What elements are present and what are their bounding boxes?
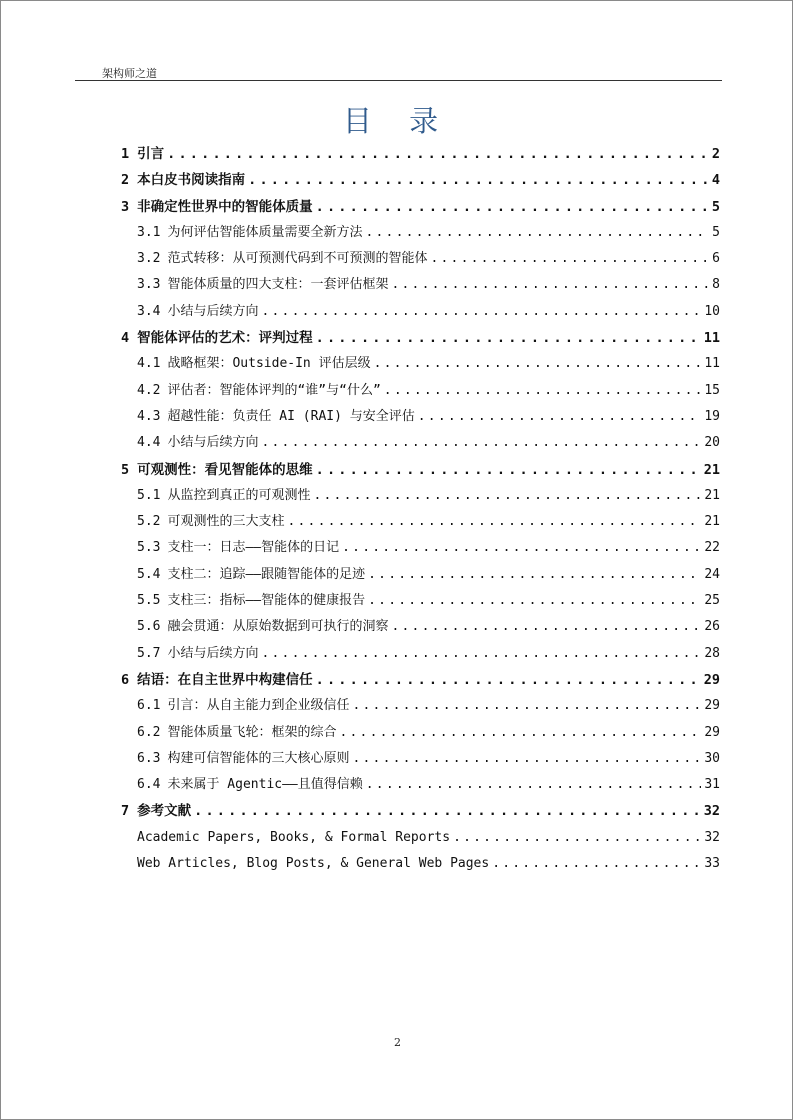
toc-entry-title: 超越性能：负责任 AI (RAI) 与安全评估 bbox=[167, 408, 415, 424]
toc-entry[interactable] bbox=[121, 196, 720, 222]
toc-entry-title: 引言 bbox=[137, 146, 165, 162]
toc-title: 目 录 bbox=[342, 104, 453, 138]
table-of-contents bbox=[121, 143, 720, 879]
toc-entry-page: 11 bbox=[703, 330, 720, 347]
dot-leader bbox=[392, 274, 710, 296]
dot-leader bbox=[316, 327, 701, 349]
toc-entry-title: 小结与后续方向 bbox=[167, 303, 259, 319]
toc-subentry[interactable] bbox=[121, 380, 720, 406]
toc-entry-title: 智能体质量飞轮：框架的综合 bbox=[167, 724, 337, 740]
dot-leader bbox=[384, 380, 702, 402]
dot-leader bbox=[288, 511, 702, 533]
toc-entry-number: 5.2 bbox=[137, 514, 161, 530]
dot-leader bbox=[167, 143, 709, 165]
dot-leader bbox=[418, 406, 702, 428]
toc-subentry[interactable] bbox=[121, 827, 720, 853]
toc-entry-number: 1 bbox=[121, 146, 130, 162]
toc-entry-page: 5 bbox=[711, 198, 720, 215]
dot-leader bbox=[342, 537, 701, 559]
toc-subentry[interactable] bbox=[121, 511, 720, 537]
toc-entry-page: 20 bbox=[704, 435, 720, 451]
toc-entry-page: 4 bbox=[711, 172, 720, 189]
toc-entry[interactable] bbox=[121, 669, 720, 695]
toc-entry-number: 5.6 bbox=[137, 619, 161, 635]
toc-entry-number: 5.4 bbox=[137, 566, 161, 582]
toc-entry-number: 5 bbox=[121, 461, 130, 478]
toc-entry-title: 小结与后续方向 bbox=[167, 645, 259, 661]
dot-leader bbox=[316, 669, 701, 691]
toc-entry-page: 21 bbox=[703, 461, 720, 478]
dot-leader bbox=[366, 774, 702, 796]
toc-entry-title: 评估者：智能体评判的“谁”与“什么” bbox=[167, 382, 381, 398]
toc-entry-page: 11 bbox=[704, 356, 720, 372]
toc-entry-title: 小结与后续方向 bbox=[167, 435, 259, 451]
page-number: 2 bbox=[394, 1036, 401, 1049]
running-header: 架构师之道 bbox=[102, 67, 157, 80]
toc-subentry[interactable] bbox=[121, 564, 720, 590]
toc-entry-page: 24 bbox=[704, 566, 720, 582]
toc-entry[interactable] bbox=[121, 169, 720, 195]
toc-entry-page: 32 bbox=[704, 829, 720, 845]
toc-entry-page: 6 bbox=[712, 251, 720, 267]
toc-entry-title: 为何评估智能体质量需要全新方法 bbox=[167, 224, 363, 240]
toc-entry-title: 智能体评估的艺术：评判过程 bbox=[137, 330, 313, 347]
toc-entry[interactable] bbox=[121, 327, 720, 353]
dot-leader bbox=[366, 222, 710, 244]
toc-entry[interactable] bbox=[121, 143, 720, 169]
toc-entry-number: 6.4 bbox=[137, 777, 161, 793]
toc-entry-number: 4.2 bbox=[137, 382, 161, 398]
toc-entry-page: 32 bbox=[703, 803, 720, 820]
toc-entry-page: 33 bbox=[704, 856, 720, 872]
toc-entry-title: 本白皮书阅读指南 bbox=[137, 172, 246, 189]
dot-leader bbox=[368, 590, 701, 612]
dot-leader bbox=[194, 800, 701, 822]
toc-subentry[interactable] bbox=[121, 222, 720, 248]
toc-entry-title: 战略框架：Outside-In 评估层级 bbox=[167, 356, 371, 372]
toc-subentry[interactable] bbox=[121, 353, 720, 379]
toc-entry-number: 6.1 bbox=[137, 698, 161, 714]
toc-subentry[interactable] bbox=[121, 774, 720, 800]
header-divider bbox=[75, 80, 722, 81]
dot-leader bbox=[262, 301, 702, 323]
toc-entry-page: 29 bbox=[704, 698, 720, 714]
dot-leader bbox=[316, 196, 709, 218]
toc-entry-page: 26 bbox=[704, 619, 720, 635]
toc-entry-title: 构建可信智能体的三大核心原则 bbox=[167, 750, 350, 766]
toc-entry-page: 28 bbox=[704, 645, 720, 661]
toc-entry-page: 2 bbox=[711, 146, 720, 162]
toc-entry-title: 从监控到真正的可观测性 bbox=[167, 487, 311, 503]
toc-entry-page: 10 bbox=[704, 303, 720, 319]
toc-entry-number: 4.3 bbox=[137, 408, 161, 424]
toc-entry-page: 25 bbox=[704, 593, 720, 609]
toc-entry-title: 未来属于 Agentic——且值得信赖 bbox=[167, 777, 363, 793]
toc-entry-number: 6.3 bbox=[137, 750, 161, 766]
toc-entry-page: 29 bbox=[703, 671, 720, 688]
dot-leader bbox=[340, 722, 702, 744]
dot-leader bbox=[248, 169, 709, 191]
toc-entry-number: 4.4 bbox=[137, 435, 161, 451]
toc-subentry[interactable] bbox=[121, 274, 720, 300]
toc-subentry[interactable] bbox=[121, 590, 720, 616]
toc-entry-number: 5.5 bbox=[137, 593, 161, 609]
toc-subentry[interactable] bbox=[121, 853, 720, 879]
toc-entry-number: 7 bbox=[121, 803, 130, 820]
dot-leader bbox=[492, 853, 701, 875]
toc-entry-number: 5.1 bbox=[137, 487, 161, 503]
toc-subentry[interactable] bbox=[121, 537, 720, 563]
toc-entry-title: 范式转移：从可预测代码到不可预测的智能体 bbox=[167, 251, 428, 267]
toc-entry-number: 4 bbox=[121, 330, 130, 347]
toc-entry-title: 可观测性的三大支柱 bbox=[167, 514, 285, 530]
toc-subentry[interactable] bbox=[121, 248, 720, 274]
toc-entry-page: 21 bbox=[704, 487, 720, 503]
toc-subentry[interactable] bbox=[121, 301, 720, 327]
toc-subentry[interactable] bbox=[121, 643, 720, 669]
toc-subentry[interactable] bbox=[121, 748, 720, 774]
toc-entry-title: 支柱一：日志——智能体的日记 bbox=[167, 540, 340, 556]
toc-entry-page: 30 bbox=[704, 750, 720, 766]
dot-leader bbox=[431, 248, 710, 270]
toc-entry-page: 31 bbox=[704, 777, 720, 793]
toc-entry-title: 参考文献 bbox=[137, 803, 192, 820]
dot-leader bbox=[262, 432, 702, 454]
toc-subentry[interactable] bbox=[121, 406, 720, 432]
dot-leader bbox=[353, 695, 702, 717]
toc-entry-number: 6 bbox=[121, 671, 130, 688]
toc-subentry[interactable] bbox=[121, 722, 720, 748]
dot-leader bbox=[368, 564, 701, 586]
toc-entry-title: 支柱二：追踪——跟随智能体的足迹 bbox=[167, 566, 366, 582]
toc-entry-title: 结语：在自主世界中构建信任 bbox=[137, 671, 313, 688]
toc-subentry[interactable] bbox=[121, 695, 720, 721]
toc-entry-number: 3.3 bbox=[137, 277, 161, 293]
dot-leader bbox=[374, 353, 702, 375]
toc-entry-title: Web Articles, Blog Posts, & General Web Pages bbox=[137, 856, 490, 872]
toc-entry-title: Academic Papers, Books, & Formal Reports bbox=[137, 829, 451, 845]
toc-entry-title: 非确定性世界中的智能体质量 bbox=[137, 198, 313, 215]
dot-leader bbox=[314, 485, 702, 507]
toc-entry-page: 8 bbox=[712, 277, 720, 293]
toc-entry-page: 22 bbox=[704, 540, 720, 556]
dot-leader bbox=[316, 459, 701, 481]
dot-leader bbox=[453, 827, 701, 849]
toc-entry-number: 5.3 bbox=[137, 540, 161, 556]
toc-entry-page: 15 bbox=[704, 382, 720, 398]
toc-subentry[interactable] bbox=[121, 485, 720, 511]
toc-entry-title: 可观测性：看见智能体的思维 bbox=[137, 461, 313, 478]
toc-entry-page: 29 bbox=[704, 724, 720, 740]
toc-entry-page: 19 bbox=[704, 408, 720, 424]
toc-entry-number: 6.2 bbox=[137, 724, 161, 740]
dot-leader bbox=[392, 616, 702, 638]
toc-entry-title: 引言：从自主能力到企业级信任 bbox=[167, 698, 350, 714]
toc-entry-title: 支柱三：指标——智能体的健康报告 bbox=[167, 593, 366, 609]
toc-entry-page: 21 bbox=[704, 514, 720, 530]
toc-entry[interactable] bbox=[121, 800, 720, 826]
toc-subentry[interactable] bbox=[121, 432, 720, 458]
toc-subentry[interactable] bbox=[121, 616, 720, 642]
toc-entry-number: 3.1 bbox=[137, 224, 161, 240]
toc-entry-page: 5 bbox=[712, 224, 720, 240]
toc-entry-title: 智能体质量的四大支柱：一套评估框架 bbox=[167, 277, 389, 293]
toc-entry-number: 3 bbox=[121, 198, 130, 215]
toc-entry-number: 3.4 bbox=[137, 303, 161, 319]
toc-entry[interactable] bbox=[121, 459, 720, 485]
toc-entry-number: 5.7 bbox=[137, 645, 161, 661]
toc-entry-number: 4.1 bbox=[137, 356, 161, 372]
toc-entry-title: 融会贯通：从原始数据到可执行的洞察 bbox=[167, 619, 389, 635]
dot-leader bbox=[353, 748, 702, 770]
toc-entry-number: 2 bbox=[121, 172, 130, 189]
toc-entry-number: 3.2 bbox=[137, 251, 161, 267]
dot-leader bbox=[262, 643, 702, 665]
